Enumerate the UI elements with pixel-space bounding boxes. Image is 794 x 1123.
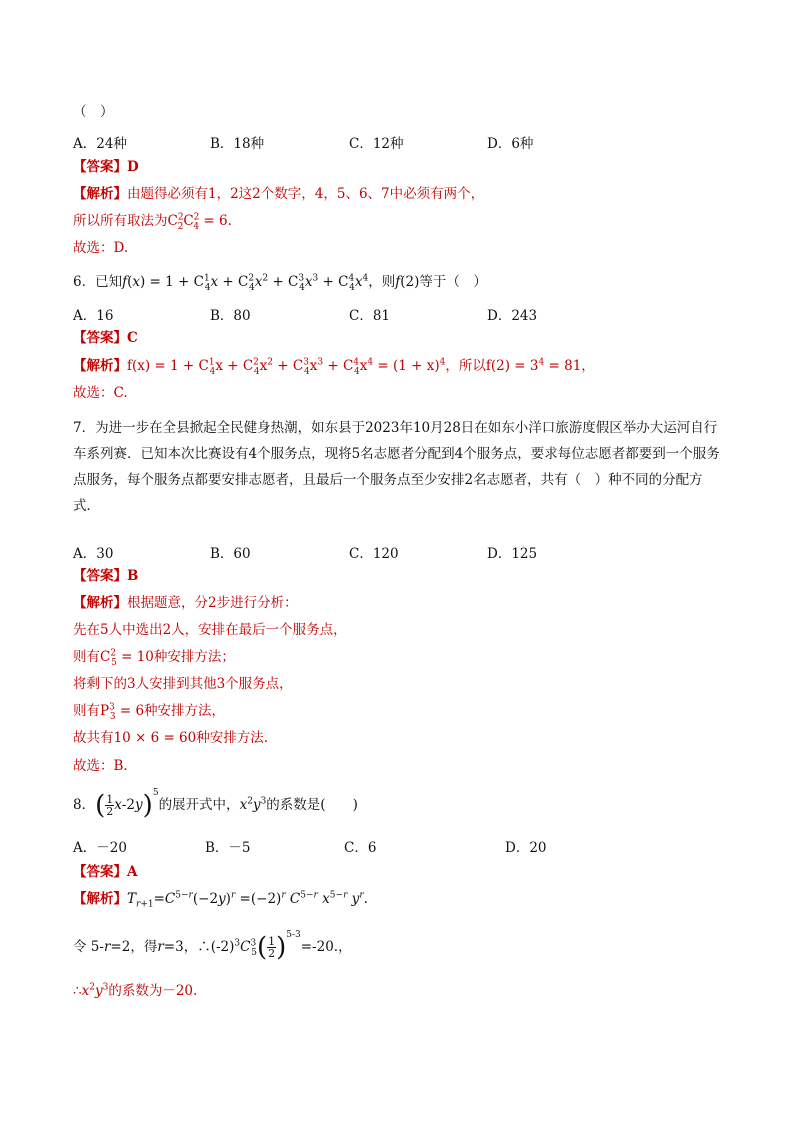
- q5-option-a: A．24种: [73, 136, 127, 152]
- q7-option-d: D．125: [487, 546, 538, 562]
- answer-tag: 【答案】: [73, 568, 127, 584]
- q7-analysis-text-1: 根据题意，分2步进行分析：: [127, 595, 298, 611]
- q6-stem-end: 等于（ ）: [419, 274, 487, 290]
- q6-stem-post: ，则: [368, 274, 396, 290]
- q8-option-a: A．－20: [73, 840, 127, 856]
- q7-option-a: A．30: [73, 546, 114, 562]
- answer-tag: 【答案】: [73, 159, 127, 175]
- q8-var-r2: r: [157, 939, 164, 955]
- q8-num: 8．: [73, 797, 96, 813]
- q8-analysis-1: [73, 890, 368, 908]
- q8-analysis-2-end: =-20.，: [300, 939, 352, 955]
- q6-stem: [73, 273, 487, 291]
- q8-option-c: C．6: [344, 840, 377, 856]
- analysis-tag: 【解析】: [73, 595, 127, 611]
- q5-analysis-text-2-post: = 6.: [203, 213, 232, 229]
- q6-answer: C: [127, 330, 138, 346]
- q7-answer-row: [73, 567, 138, 585]
- q8-answer-row: [73, 863, 137, 881]
- q5-analysis-text-2-pre: 所以所有取法为: [73, 213, 168, 229]
- q5-analysis-2: [73, 212, 232, 230]
- analysis-tag: 【解析】: [73, 186, 127, 202]
- q5-conclusion: 故选：D.: [73, 240, 129, 256]
- q8-calc: $(-2)^3C^3_5$( $\frac{1}{2}$ )$^{5-3}$: [210, 930, 301, 963]
- q5-paren: （ ）: [73, 104, 114, 120]
- q8-answer: A: [127, 864, 138, 880]
- q8-option-b: B．－5: [205, 840, 251, 856]
- q8-conclusion: [73, 982, 197, 1000]
- q7-stem: 7．为进一步在全县掀起全民健身热潮，如东县于2023年10月28日在如东小洋口旅游度假区举办大运河自行车系列赛．已知本次比赛设有4个服务点，现将5名志愿者分配到4个服务点，要求每位志愿者都要到一个服务点服务，每个服务点都要安排志愿者，且最后一个服务点至少安排2名志愿者，共有（ ）种不同的分配方式．: [73, 420, 720, 514]
- q7-analysis-5-post: = 6种安排方法，: [119, 703, 226, 719]
- q8-conclusion-post: 的系数为－20.: [108, 983, 198, 999]
- q5-option-d: D．6种: [487, 136, 534, 152]
- q7-analysis-3-pre: 则有: [73, 649, 100, 665]
- q6-f2: f(2): [395, 274, 420, 290]
- q7-option-b: B．60: [210, 546, 251, 562]
- q5-option-c: C．12种: [349, 136, 404, 152]
- q7-combination: $C^2_5$: [100, 648, 117, 668]
- q7-permutation: $P^3_3$: [100, 702, 116, 722]
- q7-option-c: C．120: [349, 546, 399, 562]
- q6-analysis-end: = 81，: [548, 358, 595, 374]
- q8-analysis-2-pre: 令 5-: [73, 939, 104, 955]
- q8-analysis-2: [73, 930, 352, 965]
- q8-expression: ( $\frac{1}{2}$ x-2y)$^5$: [95, 788, 159, 821]
- q6-analysis: [73, 357, 595, 375]
- q7-answer: B: [127, 568, 139, 584]
- q7-analysis-5-pre: 则有: [73, 703, 100, 719]
- analysis-tag: 【解析】: [73, 891, 127, 907]
- q6-conclusion: 故选：C.: [73, 385, 128, 401]
- q7-analysis-6: 故共有10 × 6 = 60种安排方法.: [73, 730, 269, 746]
- q7-analysis-4: 将剩下的3人安排到其他3个服务点，: [73, 676, 293, 692]
- q6-option-a: A．16: [73, 308, 114, 324]
- q8-var-r: r: [103, 939, 111, 955]
- q5-answer: D: [127, 159, 139, 175]
- answer-tag: 【答案】: [73, 330, 127, 346]
- q7-analysis-3-post: = 10种安排方法；: [121, 649, 235, 665]
- q5-formula: $C^2_2C^2_4$: [167, 212, 200, 232]
- q6-analysis-formula-2: $f(2) = 3^4$: [485, 357, 545, 374]
- q6-option-b: B．80: [210, 308, 251, 324]
- q8-stem: [73, 790, 358, 821]
- q6-analysis-formula: $f(x) = 1 + C^1_4x + C^2_4x^2 + C^3_4x^3 + C^4_4x^4 = (1 + x)^4$: [127, 357, 446, 377]
- q8-term: $x^2y^3$: [239, 796, 267, 813]
- q7-analysis-2: 先在5人中选出2人，安排在最后一个服务点，: [73, 622, 347, 638]
- q7-conclusion: 故选：B.: [73, 758, 128, 774]
- q6-option-c: C．81: [349, 308, 391, 324]
- q8-conclusion-term: $x^2y^3$: [81, 982, 109, 999]
- q8-analysis-2-mid2: =3，∴: [163, 939, 211, 955]
- q6-answer-row: [73, 329, 138, 347]
- q5-analysis-text-1: 由题得必须有1，2这2个数字，4，5、6、7中必须有两个，: [127, 186, 485, 202]
- q7-analysis-5: [73, 702, 225, 720]
- q8-general-term: $T_{r+1}=C^{5-r}(-2y)^r =(-2)^r$ $C^{5-r}$ $x^{5-r}$ $y^r$.: [127, 890, 368, 910]
- q7-analysis-1: [73, 594, 298, 612]
- analysis-tag: 【解析】: [73, 358, 127, 374]
- q5-option-b: B．18种: [210, 136, 265, 152]
- q8-analysis-2-mid: =2，得: [110, 939, 158, 955]
- q7-analysis-3: [73, 648, 235, 666]
- q8-stem-mid: 的展开式中，: [158, 797, 240, 813]
- q8-stem-end: 的系数是( ): [266, 797, 358, 813]
- q6-option-d: D．243: [487, 308, 538, 324]
- q6-stem-formula: $f(x) = 1 + C^1_4x + C^2_4x^2 + C^3_4x^3 + C^4_4x^4$: [122, 273, 369, 293]
- q5-analysis-1: [73, 185, 484, 203]
- q8-conclusion-pre: ∴: [73, 983, 82, 999]
- q8-option-d: D．20: [505, 840, 547, 856]
- q6-stem-pre: 6．已知: [73, 274, 123, 290]
- q5-answer-row: [73, 158, 139, 176]
- q6-analysis-mid: ，所以: [445, 358, 486, 374]
- answer-tag: 【答案】: [73, 864, 127, 880]
